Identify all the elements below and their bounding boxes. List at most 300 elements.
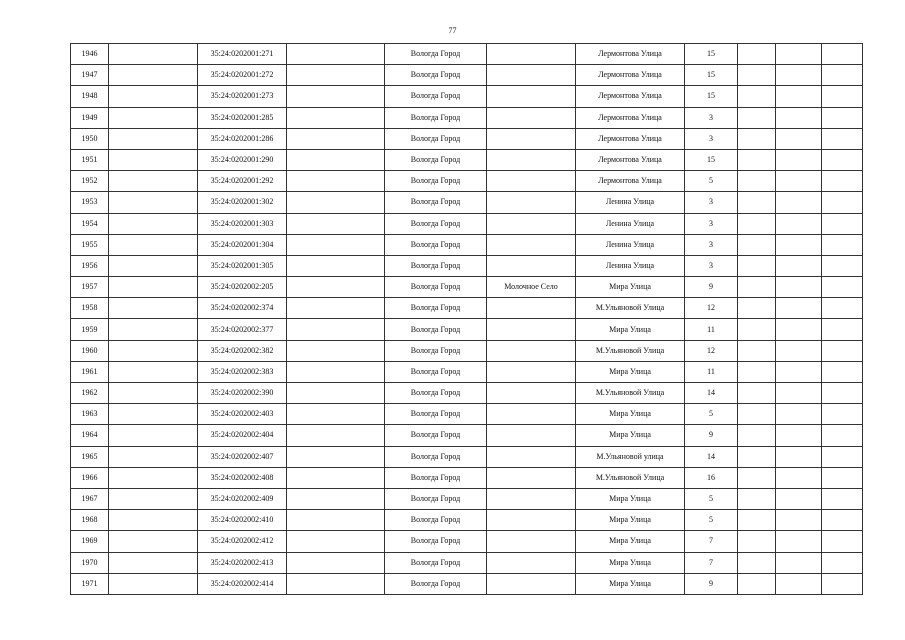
table-row	[71, 361, 863, 382]
empty-cell	[109, 552, 198, 573]
empty-cell	[287, 255, 385, 276]
empty-cell	[287, 425, 385, 446]
empty-cell	[287, 404, 385, 425]
empty-cell	[822, 255, 863, 276]
locality-cell	[487, 446, 576, 467]
row-number-cell: 1953	[71, 192, 109, 213]
empty-cell	[109, 573, 198, 594]
locality-cell	[487, 44, 576, 65]
cadastral-number-cell: 35:24:0202002:412	[198, 531, 287, 552]
city-cell: Вологда Город	[385, 171, 487, 192]
empty-cell	[822, 107, 863, 128]
empty-cell	[287, 171, 385, 192]
city-cell: Вологда Город	[385, 361, 487, 382]
house-number-cell: 5	[685, 171, 738, 192]
cadastral-number-cell: 35:24:0202002:414	[198, 573, 287, 594]
street-cell: Лермонтова Улица	[576, 65, 685, 86]
house-number-cell: 15	[685, 65, 738, 86]
house-number-cell: 12	[685, 340, 738, 361]
table-row	[71, 319, 863, 340]
house-number-cell: 16	[685, 467, 738, 488]
empty-cell	[109, 234, 198, 255]
empty-cell	[776, 383, 822, 404]
empty-cell	[776, 488, 822, 509]
empty-cell	[109, 107, 198, 128]
empty-cell	[822, 234, 863, 255]
empty-cell	[776, 446, 822, 467]
empty-cell	[822, 298, 863, 319]
empty-cell	[287, 192, 385, 213]
table-row	[71, 234, 863, 255]
locality-cell	[487, 425, 576, 446]
empty-cell	[776, 149, 822, 170]
empty-cell	[822, 488, 863, 509]
registry-table	[70, 43, 863, 595]
empty-cell	[822, 149, 863, 170]
empty-cell	[738, 255, 776, 276]
empty-cell	[822, 531, 863, 552]
house-number-cell: 14	[685, 383, 738, 404]
city-cell: Вологда Город	[385, 192, 487, 213]
street-cell: Ленина Улица	[576, 255, 685, 276]
empty-cell	[287, 361, 385, 382]
row-number-cell: 1950	[71, 128, 109, 149]
empty-cell	[822, 44, 863, 65]
empty-cell	[822, 277, 863, 298]
row-number-cell: 1958	[71, 298, 109, 319]
empty-cell	[738, 531, 776, 552]
locality-cell	[487, 340, 576, 361]
row-number-cell: 1968	[71, 510, 109, 531]
empty-cell	[738, 361, 776, 382]
cadastral-number-cell: 35:24:0202002:390	[198, 383, 287, 404]
table-row	[71, 552, 863, 573]
table-row	[71, 86, 863, 107]
registry-table-body	[71, 44, 863, 595]
city-cell: Вологда Город	[385, 319, 487, 340]
street-cell: Лермонтова Улица	[576, 171, 685, 192]
cadastral-number-cell: 35:24:0202002:409	[198, 488, 287, 509]
cadastral-number-cell: 35:24:0202002:403	[198, 404, 287, 425]
street-cell: Лермонтова Улица	[576, 128, 685, 149]
table-row	[71, 404, 863, 425]
cadastral-number-cell: 35:24:0202001:292	[198, 171, 287, 192]
locality-cell	[487, 192, 576, 213]
street-cell: Мира Улица	[576, 488, 685, 509]
city-cell: Вологда Город	[385, 44, 487, 65]
city-cell: Вологда Город	[385, 383, 487, 404]
empty-cell	[109, 128, 198, 149]
empty-cell	[776, 467, 822, 488]
street-cell: Мира Улица	[576, 277, 685, 298]
empty-cell	[287, 446, 385, 467]
empty-cell	[776, 86, 822, 107]
city-cell: Вологда Город	[385, 488, 487, 509]
table-row	[71, 192, 863, 213]
empty-cell	[287, 531, 385, 552]
table-row	[71, 107, 863, 128]
cadastral-number-cell: 35:24:0202001:286	[198, 128, 287, 149]
locality-cell	[487, 383, 576, 404]
empty-cell	[776, 213, 822, 234]
locality-cell	[487, 234, 576, 255]
empty-cell	[109, 467, 198, 488]
row-number-cell: 1963	[71, 404, 109, 425]
empty-cell	[109, 361, 198, 382]
house-number-cell: 11	[685, 319, 738, 340]
cadastral-number-cell: 35:24:0202002:382	[198, 340, 287, 361]
empty-cell	[776, 573, 822, 594]
empty-cell	[738, 128, 776, 149]
cadastral-number-cell: 35:24:0202001:273	[198, 86, 287, 107]
empty-cell	[287, 213, 385, 234]
row-number-cell: 1965	[71, 446, 109, 467]
empty-cell	[776, 44, 822, 65]
row-number-cell: 1949	[71, 107, 109, 128]
city-cell: Вологда Город	[385, 340, 487, 361]
city-cell: Вологда Город	[385, 510, 487, 531]
street-cell: Мира Улица	[576, 510, 685, 531]
street-cell: Мира Улица	[576, 319, 685, 340]
table-row	[71, 510, 863, 531]
empty-cell	[109, 531, 198, 552]
locality-cell	[487, 171, 576, 192]
row-number-cell: 1955	[71, 234, 109, 255]
street-cell: М.Ульяновой улица	[576, 446, 685, 467]
empty-cell	[822, 510, 863, 531]
house-number-cell: 14	[685, 446, 738, 467]
street-cell: М.Ульяновой Улица	[576, 467, 685, 488]
cadastral-number-cell: 35:24:0202001:304	[198, 234, 287, 255]
empty-cell	[822, 340, 863, 361]
locality-cell	[487, 531, 576, 552]
table-row	[71, 149, 863, 170]
street-cell: Ленина Улица	[576, 213, 685, 234]
empty-cell	[822, 192, 863, 213]
table-row	[71, 340, 863, 361]
empty-cell	[738, 340, 776, 361]
table-row	[71, 425, 863, 446]
empty-cell	[776, 361, 822, 382]
row-number-cell: 1957	[71, 277, 109, 298]
street-cell: М.Ульяновой Улица	[576, 340, 685, 361]
row-number-cell: 1970	[71, 552, 109, 573]
empty-cell	[109, 149, 198, 170]
empty-cell	[287, 277, 385, 298]
street-cell: Лермонтова Улица	[576, 149, 685, 170]
empty-cell	[287, 86, 385, 107]
empty-cell	[776, 277, 822, 298]
empty-cell	[738, 171, 776, 192]
empty-cell	[738, 510, 776, 531]
cadastral-number-cell: 35:24:0202002:374	[198, 298, 287, 319]
empty-cell	[738, 425, 776, 446]
locality-cell	[487, 149, 576, 170]
empty-cell	[776, 65, 822, 86]
empty-cell	[109, 510, 198, 531]
city-cell: Вологда Город	[385, 149, 487, 170]
empty-cell	[776, 234, 822, 255]
city-cell: Вологда Город	[385, 213, 487, 234]
city-cell: Вологда Город	[385, 404, 487, 425]
house-number-cell: 3	[685, 213, 738, 234]
empty-cell	[738, 446, 776, 467]
row-number-cell: 1951	[71, 149, 109, 170]
street-cell: Лермонтова Улица	[576, 107, 685, 128]
locality-cell	[487, 319, 576, 340]
empty-cell	[287, 467, 385, 488]
house-number-cell: 7	[685, 552, 738, 573]
city-cell: Вологда Город	[385, 552, 487, 573]
empty-cell	[822, 404, 863, 425]
row-number-cell: 1954	[71, 213, 109, 234]
table-row	[71, 44, 863, 65]
empty-cell	[109, 255, 198, 276]
table-row	[71, 573, 863, 594]
table-row	[71, 213, 863, 234]
street-cell: Мира Улица	[576, 552, 685, 573]
table-row	[71, 383, 863, 404]
table-row	[71, 446, 863, 467]
house-number-cell: 5	[685, 404, 738, 425]
empty-cell	[287, 107, 385, 128]
empty-cell	[738, 573, 776, 594]
cadastral-number-cell: 35:24:0202001:272	[198, 65, 287, 86]
empty-cell	[738, 552, 776, 573]
empty-cell	[109, 319, 198, 340]
empty-cell	[287, 488, 385, 509]
empty-cell	[287, 383, 385, 404]
empty-cell	[822, 213, 863, 234]
empty-cell	[738, 404, 776, 425]
empty-cell	[776, 404, 822, 425]
empty-cell	[109, 277, 198, 298]
city-cell: Вологда Город	[385, 573, 487, 594]
row-number-cell: 1960	[71, 340, 109, 361]
cadastral-number-cell: 35:24:0202002:410	[198, 510, 287, 531]
empty-cell	[822, 128, 863, 149]
empty-cell	[822, 446, 863, 467]
house-number-cell: 3	[685, 107, 738, 128]
empty-cell	[287, 510, 385, 531]
empty-cell	[776, 298, 822, 319]
empty-cell	[822, 319, 863, 340]
locality-cell	[487, 213, 576, 234]
empty-cell	[738, 488, 776, 509]
locality-cell	[487, 361, 576, 382]
house-number-cell: 3	[685, 234, 738, 255]
street-cell: Ленина Улица	[576, 192, 685, 213]
house-number-cell: 15	[685, 44, 738, 65]
row-number-cell: 1952	[71, 171, 109, 192]
street-cell: М.Ульяновой Улица	[576, 298, 685, 319]
house-number-cell: 9	[685, 425, 738, 446]
locality-cell	[487, 404, 576, 425]
empty-cell	[776, 510, 822, 531]
empty-cell	[109, 404, 198, 425]
street-cell: Ленина Улица	[576, 234, 685, 255]
row-number-cell: 1959	[71, 319, 109, 340]
house-number-cell: 15	[685, 149, 738, 170]
empty-cell	[738, 234, 776, 255]
locality-cell	[487, 107, 576, 128]
cadastral-number-cell: 35:24:0202002:377	[198, 319, 287, 340]
city-cell: Вологда Город	[385, 277, 487, 298]
street-cell: Мира Улица	[576, 531, 685, 552]
city-cell: Вологда Город	[385, 531, 487, 552]
locality-cell	[487, 298, 576, 319]
empty-cell	[738, 277, 776, 298]
empty-cell	[287, 340, 385, 361]
row-number-cell: 1948	[71, 86, 109, 107]
empty-cell	[287, 319, 385, 340]
empty-cell	[109, 340, 198, 361]
empty-cell	[287, 234, 385, 255]
locality-cell	[487, 467, 576, 488]
locality-cell	[487, 552, 576, 573]
empty-cell	[738, 213, 776, 234]
empty-cell	[776, 319, 822, 340]
street-cell: Мира Улица	[576, 404, 685, 425]
empty-cell	[738, 319, 776, 340]
empty-cell	[822, 65, 863, 86]
page-number: 77	[448, 26, 457, 35]
empty-cell	[822, 361, 863, 382]
house-number-cell: 12	[685, 298, 738, 319]
house-number-cell: 5	[685, 510, 738, 531]
empty-cell	[109, 44, 198, 65]
empty-cell	[738, 86, 776, 107]
cadastral-number-cell: 35:24:0202002:413	[198, 552, 287, 573]
city-cell: Вологда Город	[385, 467, 487, 488]
locality-cell	[487, 488, 576, 509]
city-cell: Вологда Город	[385, 255, 487, 276]
row-number-cell: 1956	[71, 255, 109, 276]
empty-cell	[776, 171, 822, 192]
table-row	[71, 171, 863, 192]
empty-cell	[738, 107, 776, 128]
house-number-cell: 9	[685, 573, 738, 594]
row-number-cell: 1966	[71, 467, 109, 488]
cadastral-number-cell: 35:24:0202001:285	[198, 107, 287, 128]
empty-cell	[776, 255, 822, 276]
street-cell: Лермонтова Улица	[576, 44, 685, 65]
table-row	[71, 467, 863, 488]
empty-cell	[776, 552, 822, 573]
cadastral-number-cell: 35:24:0202002:404	[198, 425, 287, 446]
empty-cell	[738, 44, 776, 65]
locality-cell	[487, 65, 576, 86]
city-cell: Вологда Город	[385, 65, 487, 86]
empty-cell	[738, 298, 776, 319]
empty-cell	[109, 213, 198, 234]
house-number-cell: 3	[685, 255, 738, 276]
row-number-cell: 1961	[71, 361, 109, 382]
table-row	[71, 277, 863, 298]
empty-cell	[109, 488, 198, 509]
cadastral-number-cell: 35:24:0202002:383	[198, 361, 287, 382]
empty-cell	[822, 573, 863, 594]
empty-cell	[287, 573, 385, 594]
city-cell: Вологда Город	[385, 425, 487, 446]
cadastral-number-cell: 35:24:0202002:407	[198, 446, 287, 467]
cadastral-number-cell: 35:24:0202001:271	[198, 44, 287, 65]
row-number-cell: 1969	[71, 531, 109, 552]
empty-cell	[738, 192, 776, 213]
empty-cell	[287, 552, 385, 573]
empty-cell	[822, 425, 863, 446]
empty-cell	[776, 531, 822, 552]
empty-cell	[738, 383, 776, 404]
house-number-cell: 3	[685, 128, 738, 149]
row-number-cell: 1967	[71, 488, 109, 509]
row-number-cell: 1946	[71, 44, 109, 65]
house-number-cell: 15	[685, 86, 738, 107]
city-cell: Вологда Город	[385, 234, 487, 255]
empty-cell	[776, 192, 822, 213]
empty-cell	[738, 149, 776, 170]
empty-cell	[776, 107, 822, 128]
street-cell: Лермонтова Улица	[576, 86, 685, 107]
house-number-cell: 3	[685, 192, 738, 213]
empty-cell	[776, 128, 822, 149]
empty-cell	[109, 383, 198, 404]
empty-cell	[287, 128, 385, 149]
row-number-cell: 1971	[71, 573, 109, 594]
empty-cell	[738, 65, 776, 86]
empty-cell	[822, 383, 863, 404]
house-number-cell: 7	[685, 531, 738, 552]
row-number-cell: 1964	[71, 425, 109, 446]
street-cell: Мира Улица	[576, 573, 685, 594]
table-row	[71, 488, 863, 509]
cadastral-number-cell: 35:24:0202001:290	[198, 149, 287, 170]
row-number-cell: 1947	[71, 65, 109, 86]
city-cell: Вологда Город	[385, 298, 487, 319]
house-number-cell: 5	[685, 488, 738, 509]
city-cell: Вологда Город	[385, 86, 487, 107]
locality-cell	[487, 255, 576, 276]
empty-cell	[738, 467, 776, 488]
cadastral-number-cell: 35:24:0202002:408	[198, 467, 287, 488]
street-cell: Мира Улица	[576, 361, 685, 382]
empty-cell	[287, 44, 385, 65]
empty-cell	[776, 340, 822, 361]
cadastral-number-cell: 35:24:0202001:305	[198, 255, 287, 276]
table-row	[71, 531, 863, 552]
empty-cell	[109, 425, 198, 446]
empty-cell	[109, 86, 198, 107]
empty-cell	[822, 86, 863, 107]
empty-cell	[109, 192, 198, 213]
empty-cell	[822, 552, 863, 573]
table-row	[71, 298, 863, 319]
empty-cell	[109, 171, 198, 192]
table-row	[71, 255, 863, 276]
cadastral-number-cell: 35:24:0202001:302	[198, 192, 287, 213]
locality-cell	[487, 128, 576, 149]
city-cell: Вологда Город	[385, 446, 487, 467]
empty-cell	[822, 467, 863, 488]
city-cell: Вологда Город	[385, 128, 487, 149]
empty-cell	[109, 298, 198, 319]
empty-cell	[287, 65, 385, 86]
empty-cell	[822, 171, 863, 192]
table-row	[71, 128, 863, 149]
empty-cell	[776, 425, 822, 446]
street-cell: М.Ульяновой Улица	[576, 383, 685, 404]
empty-cell	[109, 446, 198, 467]
